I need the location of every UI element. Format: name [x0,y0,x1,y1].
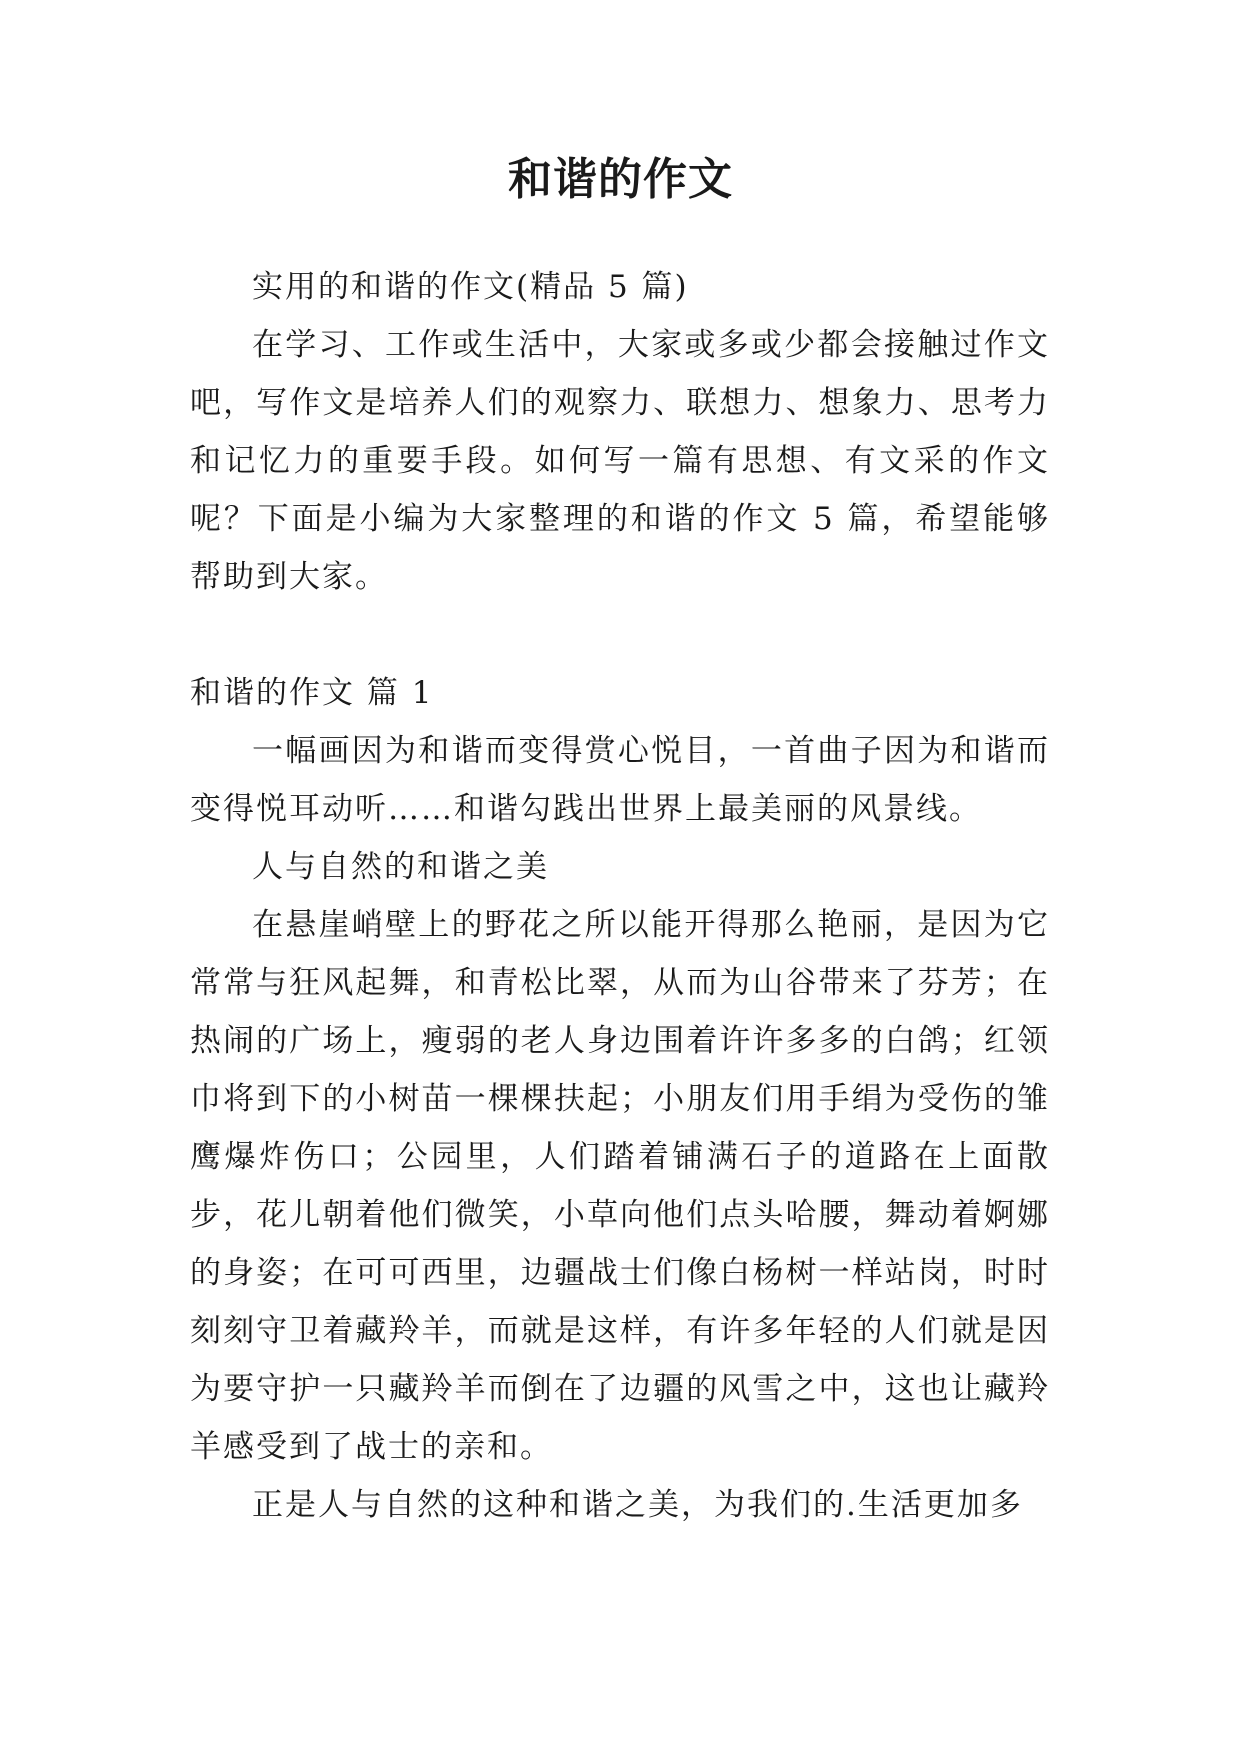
section-spacer [190,606,1050,664]
intro-paragraph: 在学习、工作或生活中，大家或多或少都会接触过作文吧，写作文是培养人们的观察力、联想力、想象力、思考力和记忆力的重要手段。如何写一篇有思想、有文采的作文呢？下面是小编为大家整理的和谐的作文 5 篇，希望能够帮助到大家。 [190,327,1050,595]
body-paragraph: 在悬崖峭壁上的野花之所以能开得那么艳丽，是因为它常常与狂风起舞，和青松比翠，从而为山谷带来了芬芳；在热闹的广场上，瘦弱的老人身边围着许许多多的白鸽；红领巾将到下的小树苗一棵棵扶起；小朋友们用手绢为受伤的雏鹰爆炸伤口；公园里，人们踏着铺满石子的道路在上面散步，花儿朝着他们微笑，小草向他们点头哈腰，舞动着婀娜的身姿；在可可西里，边疆战士们像白杨树一样站岗，时时刻刻守卫着藏羚羊，而就是这样，有许多年轻的人们就是因为要守护一只藏羚羊而倒在了边疆的风雪之中，这也让藏羚羊感受到了战士的亲和。 [190,907,1050,1465]
body-paragraph: 正是人与自然的这种和谐之美，为我们的.生活更加多 [252,1487,1023,1523]
section-heading: 和谐的作文 篇 1 [190,675,434,711]
body-paragraph: 一幅画因为和谐而变得赏心悦目，一首曲子因为和谐而变得悦耳动听……和谐勾践出世界上最美丽的风景线。 [190,733,1050,827]
document-body [190,258,1050,1534]
document-title: 和谐的作文 [508,154,733,205]
document-subtitle: 实用的和谐的作文(精品 5 篇) [252,269,689,305]
subheading-paragraph: 人与自然的和谐之美 [252,849,549,885]
